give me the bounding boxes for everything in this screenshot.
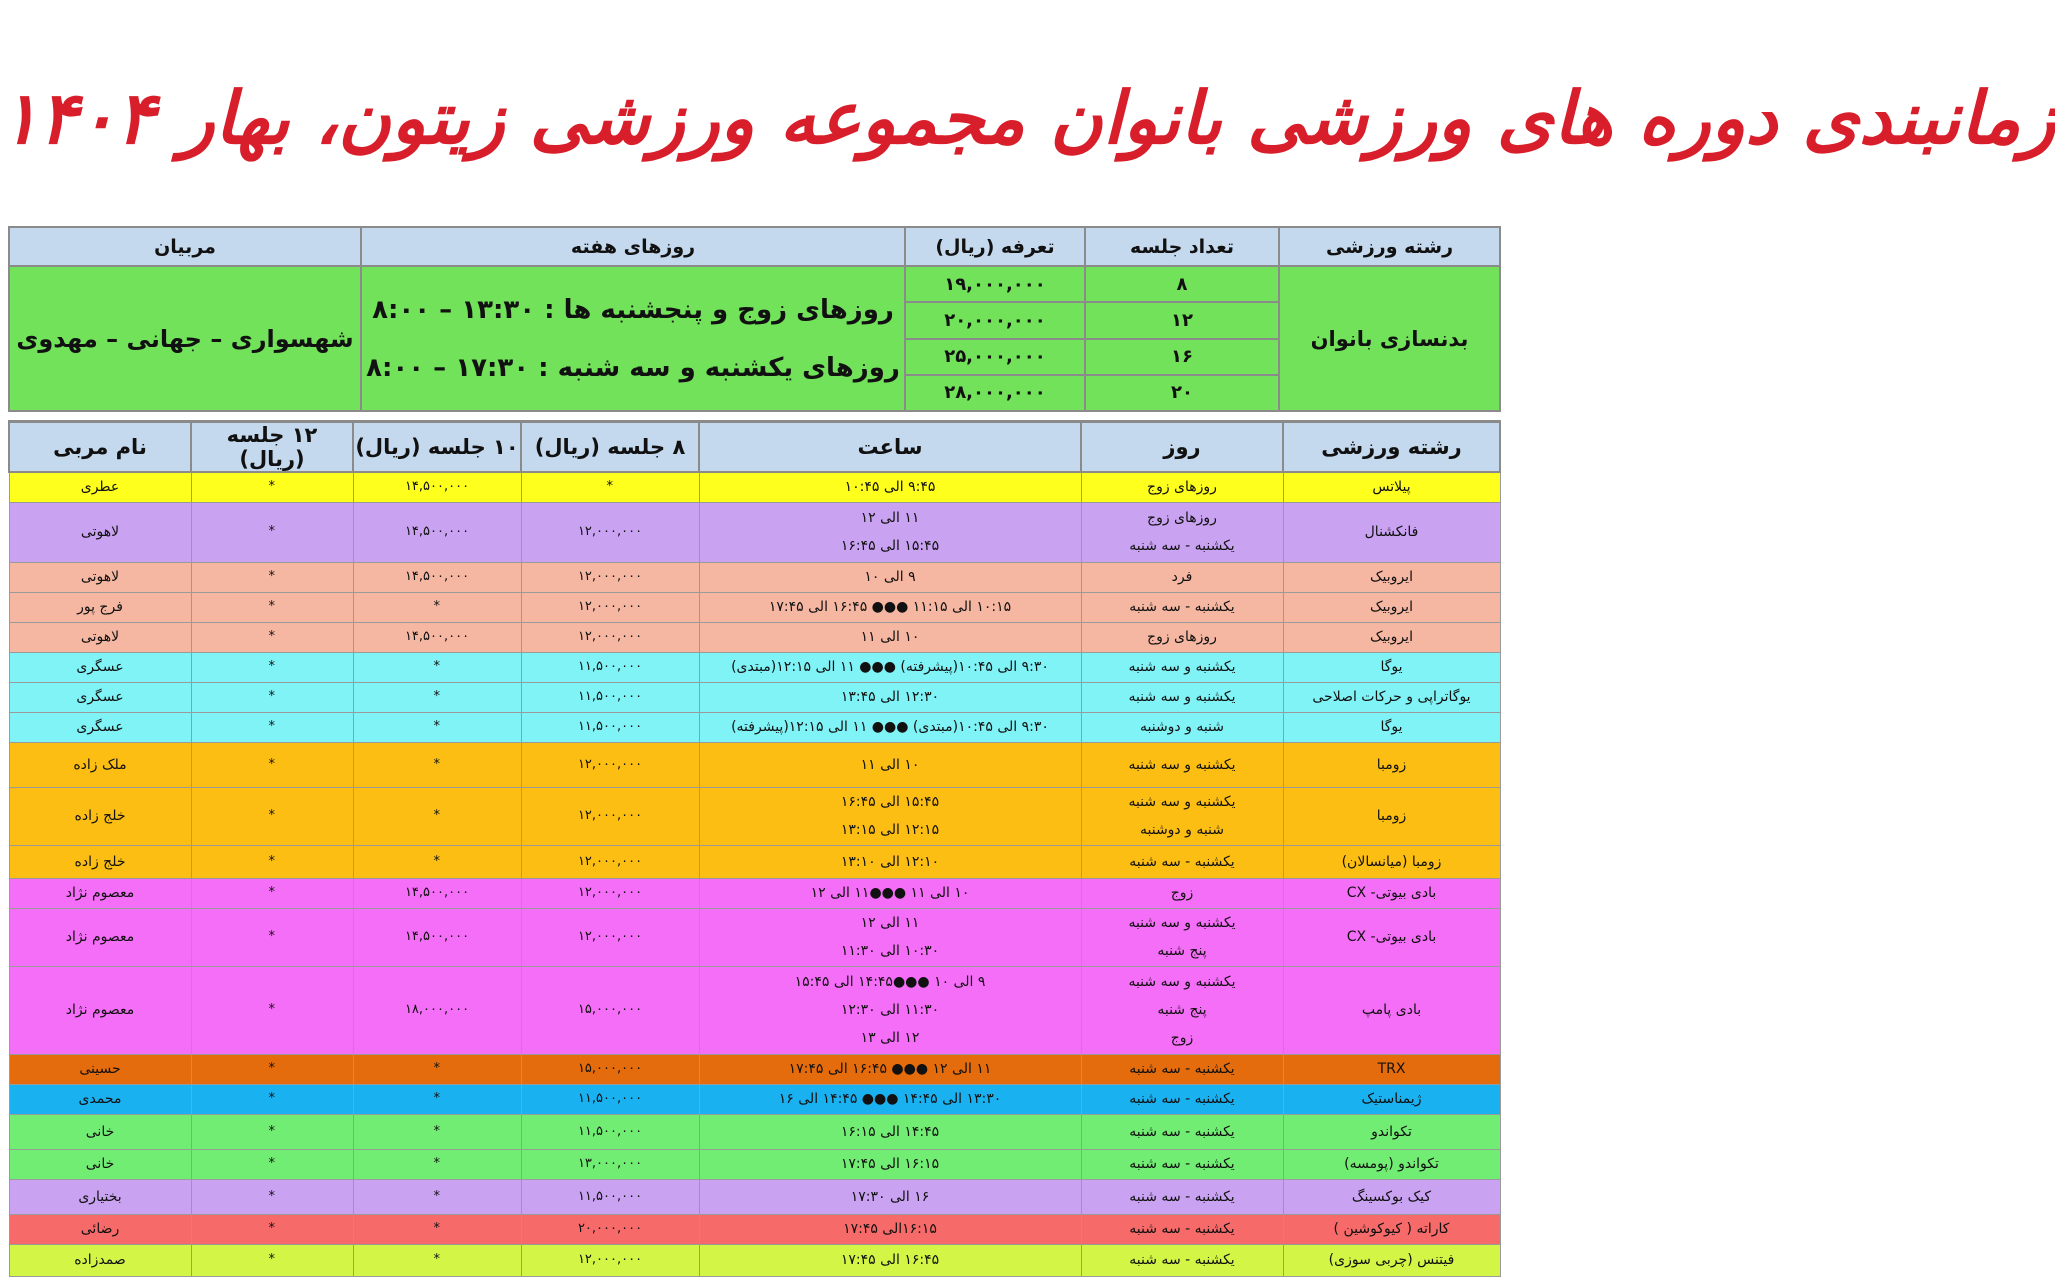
time-cell-line: ۱۱ الی ۱۲ bbox=[860, 915, 920, 931]
fee12-cell: * bbox=[191, 1114, 353, 1149]
coach-cell: فرج پور bbox=[9, 592, 191, 622]
day-cell-line: زوج bbox=[1170, 885, 1194, 901]
day-cell bbox=[1081, 1179, 1283, 1214]
fee12-cell: * bbox=[191, 1244, 353, 1276]
fee12-cell: * bbox=[191, 878, 353, 908]
day-cell-line: یکشنبه - سه شنبه bbox=[1129, 1188, 1235, 1205]
sport-cell: زومبا bbox=[1283, 742, 1500, 787]
day-cell-line: یکشنبه - سه شنبه bbox=[1129, 599, 1235, 615]
table-row bbox=[9, 622, 1500, 652]
weekdays-cell bbox=[361, 266, 905, 411]
classes-table bbox=[8, 420, 1501, 1277]
sport-cell: فانکشنال bbox=[1283, 502, 1500, 562]
sport-cell: تکواندو (پومسه) bbox=[1283, 1149, 1500, 1179]
day-cell-line: روزهای زوج bbox=[1147, 479, 1217, 496]
fee8-cell: ۱۲,۰۰۰,۰۰۰ bbox=[521, 562, 699, 592]
time-cell bbox=[699, 682, 1081, 712]
fee10-cell: * bbox=[353, 1214, 521, 1244]
coach-cell: عسگری bbox=[9, 712, 191, 742]
time-cell bbox=[699, 502, 1081, 562]
time-cell-line: ۱۲:۱۰ الی ۱۳:۱۰ bbox=[840, 853, 940, 870]
day-cell-line: یکشنبه - سه شنبه bbox=[1129, 1123, 1235, 1140]
day-cell-line: یکشنبه - سه شنبه bbox=[1129, 1252, 1235, 1268]
fee10-cell: ۱۴,۵۰۰,۰۰۰ bbox=[353, 622, 521, 652]
time-cell-line: ۹ الی ۱۰ ●●●۱۴:۴۵ الی ۱۵:۴۵ bbox=[794, 974, 986, 990]
header-days: روزهای هفته bbox=[361, 227, 905, 266]
coach-cell: خلج زاده bbox=[9, 845, 191, 878]
sessions-cell: ۱۲ bbox=[1085, 302, 1279, 338]
table-row bbox=[9, 845, 1500, 878]
header-sessions: تعداد جلسه bbox=[1085, 227, 1279, 266]
table-row bbox=[9, 502, 1500, 562]
coach-cell: معصوم نژاد bbox=[9, 908, 191, 966]
tariff-row bbox=[9, 266, 1500, 302]
fee10-cell: * bbox=[353, 652, 521, 682]
table-row bbox=[9, 472, 1500, 502]
day-cell-line: یکشنبه - سه شنبه bbox=[1129, 1156, 1235, 1172]
fee10-cell: * bbox=[353, 1084, 521, 1114]
coach-cell: عسگری bbox=[9, 682, 191, 712]
time-cell bbox=[699, 652, 1081, 682]
day-cell-line: یکشنبه و سه شنبه bbox=[1128, 974, 1236, 990]
fee10-cell: * bbox=[353, 1149, 521, 1179]
day-cell bbox=[1081, 622, 1283, 652]
table-row bbox=[9, 878, 1500, 908]
time-cell-line: ۱۰ الی ۱۱ ●●●۱۱ الی ۱۲ bbox=[810, 885, 970, 901]
time-cell-line: ۱۲:۳۰ الی ۱۳:۴۵ bbox=[840, 689, 940, 705]
sport-cell: بادی بیوتی- CX bbox=[1283, 878, 1500, 908]
sport-cell: کاراته ( کیوکوشین ) bbox=[1283, 1214, 1500, 1244]
fee8-cell: ۱۱,۵۰۰,۰۰۰ bbox=[521, 712, 699, 742]
day-cell-line: یکشنبه و سه شنبه bbox=[1128, 756, 1236, 773]
sport-cell: زومبا bbox=[1283, 787, 1500, 845]
time-cell-line: ۱۰:۱۵ الی ۱۱:۱۵ ●●● ۱۶:۴۵ الی ۱۷:۴۵ bbox=[768, 599, 1012, 615]
time-cell bbox=[699, 1084, 1081, 1114]
fee12-cell: * bbox=[191, 1214, 353, 1244]
day-cell bbox=[1081, 472, 1283, 502]
fee10-cell: * bbox=[353, 742, 521, 787]
coach-cell: لاهوتی bbox=[9, 562, 191, 592]
time-cell-line: ۱۶ الی ۱۷:۳۰ bbox=[850, 1188, 930, 1205]
time-cell bbox=[699, 562, 1081, 592]
day-cell bbox=[1081, 787, 1283, 845]
table-row bbox=[9, 592, 1500, 622]
time-cell-line: ۹:۴۵ الی ۱۰:۴۵ bbox=[844, 479, 936, 496]
day-cell-line: یکشنبه - سه شنبه bbox=[1129, 1091, 1235, 1107]
day-cell-line: یکشنبه - سه شنبه bbox=[1129, 853, 1235, 870]
time-cell-line: ۹ الی ۱۰ bbox=[864, 569, 916, 585]
fee8-cell: ۱۲,۰۰۰,۰۰۰ bbox=[521, 878, 699, 908]
day-cell bbox=[1081, 682, 1283, 712]
fee10-cell: * bbox=[353, 787, 521, 845]
coach-cell: خلج زاده bbox=[9, 787, 191, 845]
sport-cell: یوگاتراپی و حرکات اصلاحی bbox=[1283, 682, 1500, 712]
fee-cell: ۲۵,۰۰۰,۰۰۰ bbox=[905, 339, 1085, 375]
fee10-cell: ۱۴,۵۰۰,۰۰۰ bbox=[353, 562, 521, 592]
time-cell-line: ۱۴:۴۵ الی ۱۶:۱۵ bbox=[840, 1123, 940, 1140]
coaches-cell: شهسواری – جهانی – مهدوی bbox=[9, 266, 361, 411]
day-cell-line: یکشنبه و سه شنبه bbox=[1128, 689, 1236, 705]
time-cell-line: ۱۰ الی ۱۱ bbox=[860, 629, 920, 645]
time-cell bbox=[699, 787, 1081, 845]
sport-cell: تکواندو bbox=[1283, 1114, 1500, 1149]
sessions-cell: ۸ bbox=[1085, 266, 1279, 302]
fee10-cell: ۱۴,۵۰۰,۰۰۰ bbox=[353, 878, 521, 908]
fee10-cell: ۱۸,۰۰۰,۰۰۰ bbox=[353, 966, 521, 1054]
coach-cell: لاهوتی bbox=[9, 622, 191, 652]
time-cell bbox=[699, 1114, 1081, 1149]
fee12-cell: * bbox=[191, 1084, 353, 1114]
fee8-cell: ۱۱,۵۰۰,۰۰۰ bbox=[521, 682, 699, 712]
fee10-cell: * bbox=[353, 1054, 521, 1084]
coach-cell: خانی bbox=[9, 1114, 191, 1149]
header-row bbox=[9, 227, 1500, 266]
fee8-cell: ۱۱,۵۰۰,۰۰۰ bbox=[521, 1114, 699, 1149]
table-row bbox=[9, 966, 1500, 1054]
sport-cell: ایروبیک bbox=[1283, 592, 1500, 622]
bodybuilding-table bbox=[8, 226, 1501, 412]
time-cell bbox=[699, 966, 1081, 1054]
time-cell-line: ۱۱ الی ۱۲ ●●● ۱۶:۴۵ الی ۱۷:۴۵ bbox=[788, 1061, 992, 1077]
time-cell-line: ۱۵:۴۵ الی ۱۶:۴۵ bbox=[840, 794, 940, 810]
fee12-cell: * bbox=[191, 1054, 353, 1084]
day-cell bbox=[1081, 1149, 1283, 1179]
time-cell bbox=[699, 1214, 1081, 1244]
day-cell-line: روزهای زوج bbox=[1147, 629, 1217, 645]
header-sport: رشته ورزشی bbox=[1283, 422, 1500, 473]
sport-name: بدنسازی بانوان bbox=[1279, 266, 1500, 411]
fee12-cell: * bbox=[191, 742, 353, 787]
day-cell bbox=[1081, 1114, 1283, 1149]
day-cell-line: فرد bbox=[1171, 569, 1193, 585]
time-cell bbox=[699, 878, 1081, 908]
time-cell bbox=[699, 712, 1081, 742]
coach-cell: معصوم نژاد bbox=[9, 966, 191, 1054]
day-cell-line: یکشنبه و سه شنبه bbox=[1128, 915, 1236, 931]
page-title: زمانبندی دوره های ورزشی بانوان مجموعه ورزشی زیتون، بهار ۱۴۰۴ bbox=[0, 75, 2055, 160]
sport-cell: پیلاتس bbox=[1283, 472, 1500, 502]
day-cell-line: یکشنبه و سه شنبه bbox=[1128, 794, 1236, 810]
fee10-cell: * bbox=[353, 592, 521, 622]
header-fee8: ۸ جلسه (ریال) bbox=[521, 422, 699, 473]
table-row bbox=[9, 1114, 1500, 1149]
sport-cell: TRX bbox=[1283, 1054, 1500, 1084]
table-row bbox=[9, 1084, 1500, 1114]
fee10-cell: * bbox=[353, 1244, 521, 1276]
sport-cell: فیتنس (چربی سوزی) bbox=[1283, 1244, 1500, 1276]
time-cell-line: ۱۱:۳۰ الی ۱۲:۳۰ bbox=[840, 1002, 940, 1018]
sport-cell: یوگا bbox=[1283, 652, 1500, 682]
time-cell bbox=[699, 845, 1081, 878]
header-time: ساعت bbox=[699, 422, 1081, 473]
fee12-cell: * bbox=[191, 682, 353, 712]
table-row bbox=[9, 1244, 1500, 1276]
time-cell-line: ۱۶:۱۵الی ۱۷:۴۵ bbox=[843, 1221, 937, 1237]
day-cell bbox=[1081, 878, 1283, 908]
fee8-cell: ۱۲,۰۰۰,۰۰۰ bbox=[521, 622, 699, 652]
time-cell bbox=[699, 1149, 1081, 1179]
sport-cell: بادی بیوتی- CX bbox=[1283, 908, 1500, 966]
day-cell-line: یکشنبه و سه شنبه bbox=[1128, 659, 1236, 675]
day-cell-line: پنج شنبه bbox=[1157, 943, 1207, 959]
fee12-cell: * bbox=[191, 1179, 353, 1214]
time-cell-line: ۱۰ الی ۱۱ bbox=[860, 756, 920, 773]
fee10-cell: * bbox=[353, 845, 521, 878]
fee-cell: ۱۹,۰۰۰,۰۰۰ bbox=[905, 266, 1085, 302]
fee12-cell: * bbox=[191, 562, 353, 592]
coach-cell: حسینی bbox=[9, 1054, 191, 1084]
day-cell bbox=[1081, 742, 1283, 787]
fee12-cell: * bbox=[191, 908, 353, 966]
sessions-cell: ۱۶ bbox=[1085, 339, 1279, 375]
time-cell bbox=[699, 622, 1081, 652]
fee12-cell: * bbox=[191, 787, 353, 845]
table-row bbox=[9, 1214, 1500, 1244]
header-fee: تعرفه (ریال) bbox=[905, 227, 1085, 266]
time-cell-line: ۱۲:۱۵ الی ۱۳:۱۵ bbox=[840, 822, 940, 838]
fee10-cell: * bbox=[353, 1114, 521, 1149]
fee8-cell: ۱۲,۰۰۰,۰۰۰ bbox=[521, 787, 699, 845]
fee-cell: ۲۰,۰۰۰,۰۰۰ bbox=[905, 302, 1085, 338]
fee8-cell: ۱۵,۰۰۰,۰۰۰ bbox=[521, 966, 699, 1054]
fee8-cell: * bbox=[521, 472, 699, 502]
coach-cell: خانی bbox=[9, 1149, 191, 1179]
time-cell-line: ۱۵:۴۵ الی ۱۶:۴۵ bbox=[840, 538, 940, 554]
fee8-cell: ۱۲,۰۰۰,۰۰۰ bbox=[521, 908, 699, 966]
sport-cell: یوگا bbox=[1283, 712, 1500, 742]
table-row bbox=[9, 1179, 1500, 1214]
header-fee12: ۱۲ جلسه (ریال) bbox=[191, 422, 353, 473]
time-cell-line: ۹:۳۰ الی ۱۰:۴۵(پیشرفته) ●●● ۱۱ الی ۱۲:۱۵(مبتدی) bbox=[731, 659, 1049, 675]
day-cell bbox=[1081, 845, 1283, 878]
fee12-cell: * bbox=[191, 592, 353, 622]
coach-cell: محمدی bbox=[9, 1084, 191, 1114]
table-row bbox=[9, 682, 1500, 712]
day-cell bbox=[1081, 502, 1283, 562]
day-cell bbox=[1081, 1084, 1283, 1114]
day-cell-line: زوج bbox=[1170, 1030, 1194, 1046]
day-cell bbox=[1081, 562, 1283, 592]
fee-cell: ۲۸,۰۰۰,۰۰۰ bbox=[905, 375, 1085, 411]
coach-cell: معصوم نژاد bbox=[9, 878, 191, 908]
fee8-cell: ۱۲,۰۰۰,۰۰۰ bbox=[521, 502, 699, 562]
days-line: روزهای زوج و پنجشنبه ها : ۱۳:۳۰ – ۸:۰۰ bbox=[372, 294, 894, 325]
time-cell bbox=[699, 472, 1081, 502]
coach-cell: عطری bbox=[9, 472, 191, 502]
coach-cell: لاهوتی bbox=[9, 502, 191, 562]
fee10-cell: * bbox=[353, 712, 521, 742]
day-cell bbox=[1081, 652, 1283, 682]
fee8-cell: ۱۱,۵۰۰,۰۰۰ bbox=[521, 1084, 699, 1114]
days-line: روزهای یکشنبه و سه شنبه : ۱۷:۳۰ – ۸:۰۰ bbox=[366, 352, 900, 383]
time-cell bbox=[699, 1179, 1081, 1214]
header-coaches: مربیان bbox=[9, 227, 361, 266]
coach-cell: صمدزاده bbox=[9, 1244, 191, 1276]
time-cell bbox=[699, 592, 1081, 622]
time-cell-line: ۱۱ الی ۱۲ bbox=[860, 510, 920, 526]
fee8-cell: ۱۵,۰۰۰,۰۰۰ bbox=[521, 1054, 699, 1084]
header-row bbox=[9, 422, 1500, 473]
sport-cell: بادی پامپ bbox=[1283, 966, 1500, 1054]
day-cell-line: پنج شنبه bbox=[1157, 1002, 1207, 1018]
fee12-cell: * bbox=[191, 966, 353, 1054]
sport-cell: زومبا (میانسالان) bbox=[1283, 845, 1500, 878]
day-cell bbox=[1081, 712, 1283, 742]
fee8-cell: ۱۱,۵۰۰,۰۰۰ bbox=[521, 1179, 699, 1214]
coach-cell: ملک زاده bbox=[9, 742, 191, 787]
fee8-cell: ۱۱,۵۰۰,۰۰۰ bbox=[521, 652, 699, 682]
table-row bbox=[9, 742, 1500, 787]
table-row bbox=[9, 908, 1500, 966]
header-fee10: ۱۰ جلسه (ریال) bbox=[353, 422, 521, 473]
header-day: روز bbox=[1081, 422, 1283, 473]
table-row bbox=[9, 1054, 1500, 1084]
fee8-cell: ۱۳,۰۰۰,۰۰۰ bbox=[521, 1149, 699, 1179]
coach-cell: رضائی bbox=[9, 1214, 191, 1244]
fee10-cell: * bbox=[353, 1179, 521, 1214]
fee12-cell: * bbox=[191, 712, 353, 742]
time-cell-line: ۱۶:۱۵ الی ۱۷:۴۵ bbox=[840, 1156, 940, 1172]
day-cell bbox=[1081, 908, 1283, 966]
fee12-cell: * bbox=[191, 502, 353, 562]
table-row bbox=[9, 712, 1500, 742]
fee10-cell: ۱۴,۵۰۰,۰۰۰ bbox=[353, 472, 521, 502]
fee12-cell: * bbox=[191, 472, 353, 502]
day-cell-line: یکشنبه - سه شنبه bbox=[1129, 1061, 1235, 1077]
fee8-cell: ۱۲,۰۰۰,۰۰۰ bbox=[521, 592, 699, 622]
table-row bbox=[9, 787, 1500, 845]
time-cell bbox=[699, 908, 1081, 966]
coach-cell: عسگری bbox=[9, 652, 191, 682]
table-row bbox=[9, 1149, 1500, 1179]
sport-cell: ایروبیک bbox=[1283, 562, 1500, 592]
day-cell-line: شنبه و دوشنبه bbox=[1139, 719, 1225, 735]
day-cell bbox=[1081, 1054, 1283, 1084]
time-cell-line: ۱۲ الی ۱۳ bbox=[860, 1030, 920, 1046]
fee10-cell: * bbox=[353, 682, 521, 712]
day-cell-line: روزهای زوج bbox=[1147, 510, 1217, 526]
time-cell bbox=[699, 742, 1081, 787]
table-row bbox=[9, 652, 1500, 682]
fee12-cell: * bbox=[191, 845, 353, 878]
fee8-cell: ۱۲,۰۰۰,۰۰۰ bbox=[521, 845, 699, 878]
sport-cell: ژیمناستیک bbox=[1283, 1084, 1500, 1114]
header-sport: رشته ورزشی bbox=[1279, 227, 1500, 266]
header-coach: نام مربی bbox=[9, 422, 191, 473]
time-cell-line: ۱۳:۳۰ الی ۱۴:۴۵ ●●● ۱۴:۴۵ الی ۱۶ bbox=[778, 1091, 1002, 1107]
time-cell bbox=[699, 1054, 1081, 1084]
time-cell-line: ۱۰:۳۰ الی ۱۱:۳۰ bbox=[840, 943, 940, 959]
day-cell-line: یکشنبه - سه شنبه bbox=[1129, 1221, 1235, 1237]
fee8-cell: ۱۲,۰۰۰,۰۰۰ bbox=[521, 1244, 699, 1276]
day-cell-line: شنبه و دوشنبه bbox=[1139, 822, 1225, 838]
time-cell-line: ۹:۳۰ الی ۱۰:۴۵(مبتدی) ●●● ۱۱ الی ۱۲:۱۵(پیشرفته) bbox=[731, 719, 1049, 735]
time-cell-line: ۱۶:۴۵ الی ۱۷:۴۵ bbox=[840, 1252, 940, 1268]
coach-cell: بختیاری bbox=[9, 1179, 191, 1214]
sport-cell: ایروبیک bbox=[1283, 622, 1500, 652]
fee8-cell: ۱۲,۰۰۰,۰۰۰ bbox=[521, 742, 699, 787]
day-cell bbox=[1081, 592, 1283, 622]
fee10-cell: ۱۴,۵۰۰,۰۰۰ bbox=[353, 502, 521, 562]
sport-cell: کیک بوکسینگ bbox=[1283, 1179, 1500, 1214]
day-cell bbox=[1081, 1214, 1283, 1244]
day-cell bbox=[1081, 1244, 1283, 1276]
fee8-cell: ۲۰,۰۰۰,۰۰۰ bbox=[521, 1214, 699, 1244]
sessions-cell: ۲۰ bbox=[1085, 375, 1279, 411]
fee12-cell: * bbox=[191, 652, 353, 682]
fee12-cell: * bbox=[191, 622, 353, 652]
table-row bbox=[9, 562, 1500, 592]
day-cell bbox=[1081, 966, 1283, 1054]
fee10-cell: ۱۴,۵۰۰,۰۰۰ bbox=[353, 908, 521, 966]
time-cell bbox=[699, 1244, 1081, 1276]
day-cell-line: یکشنبه - سه شنبه bbox=[1129, 538, 1235, 554]
fee12-cell: * bbox=[191, 1149, 353, 1179]
